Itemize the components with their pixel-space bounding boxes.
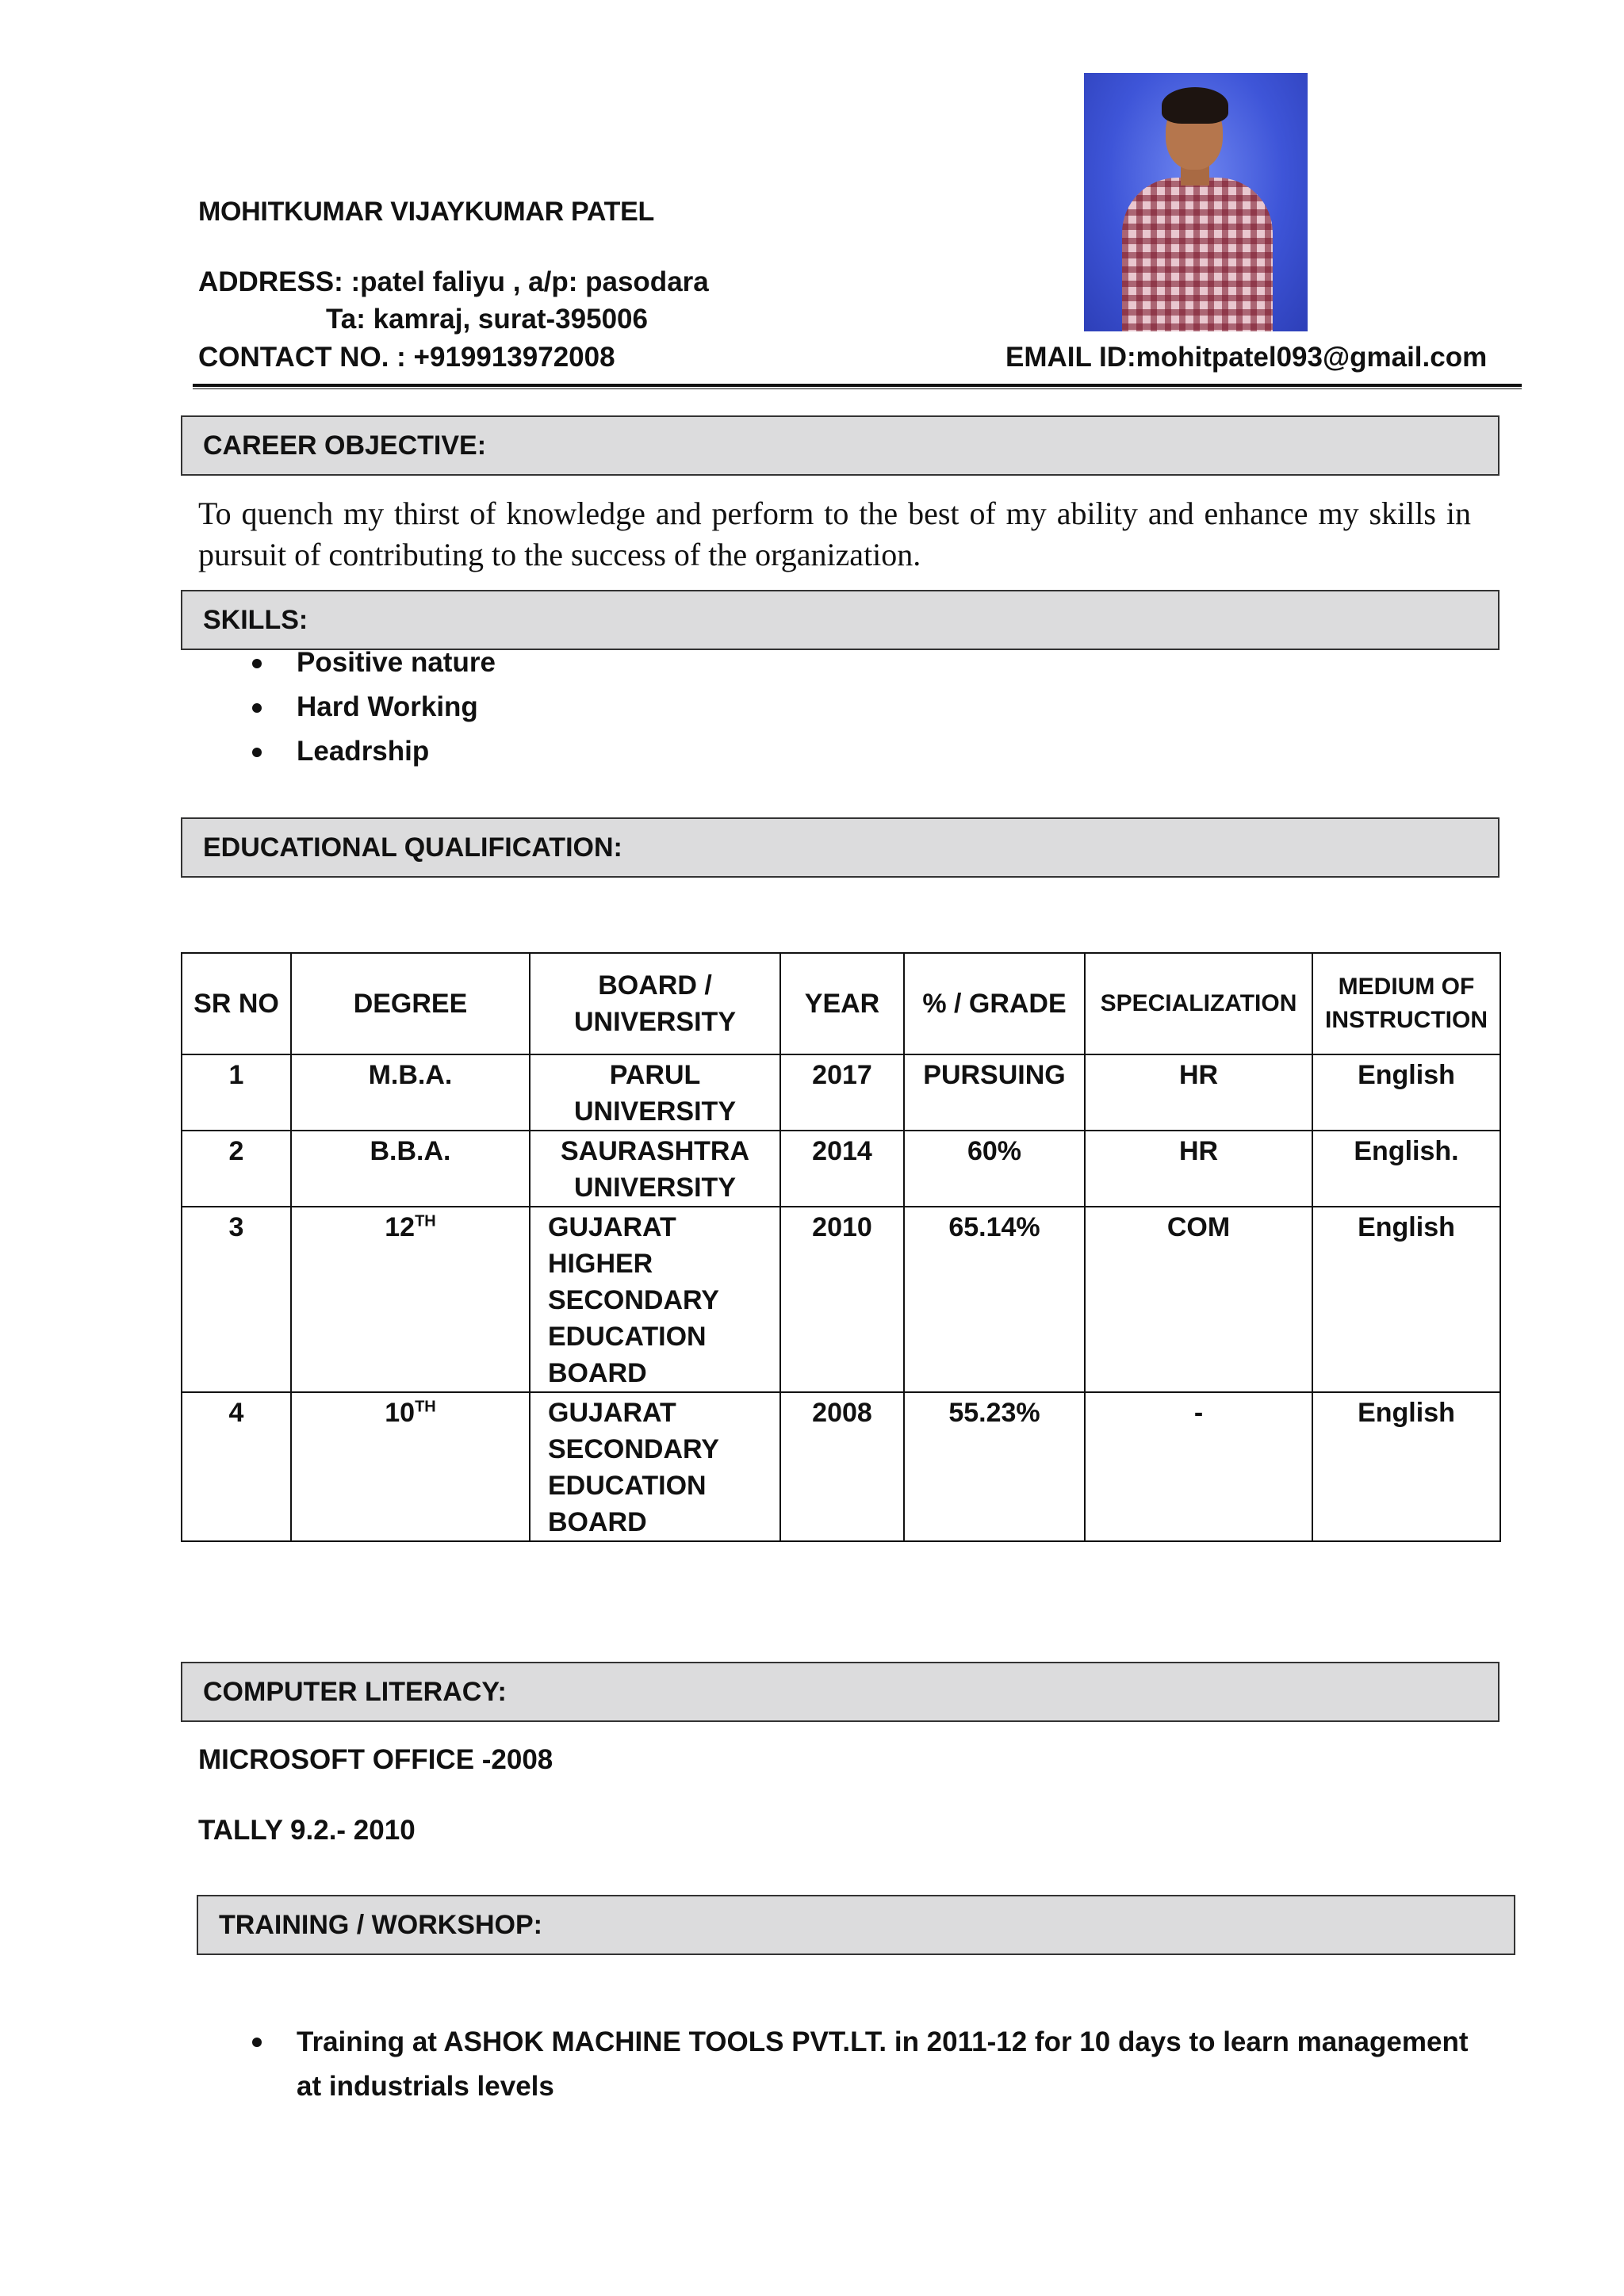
cell-specialization: COM: [1085, 1207, 1312, 1392]
cell-specialization: HR: [1085, 1054, 1312, 1131]
profile-photo: [1084, 73, 1308, 331]
cell-sr: 1: [182, 1054, 291, 1131]
section-header-career-objective: [181, 415, 1500, 476]
table-row: [182, 1131, 1500, 1207]
skill-label: Leadrship: [297, 736, 430, 767]
cell-sr: 4: [182, 1392, 291, 1541]
column-header: SPECIALIZATION: [1085, 953, 1312, 1054]
email-id: EMAIL ID:mohitpatel093@gmail.com: [1005, 342, 1488, 373]
cell-degree: [291, 1207, 530, 1392]
table-row: [182, 1054, 1500, 1131]
cell-year: 2008: [780, 1392, 904, 1541]
section-title: SKILLS:: [203, 604, 308, 635]
table-row: [182, 1392, 1500, 1541]
cell-medium: English: [1312, 1207, 1500, 1392]
degree-text: B.B.A.: [370, 1136, 451, 1166]
section-title: COMPUTER LITERACY:: [203, 1676, 507, 1707]
career-objective-text: To quench my thirst of knowledge and perform to the best of my ability and enhance my skills in pursuit of contributing to the success of the organization.: [198, 496, 1471, 572]
photo-hair: [1162, 87, 1228, 124]
degree-superscript: TH: [415, 1398, 436, 1416]
table-header-row: [182, 953, 1500, 1054]
column-header: DEGREE: [291, 953, 530, 1054]
cell-year: 2014: [780, 1131, 904, 1207]
education-table: [181, 952, 1501, 1542]
training-text: Training at ASHOK MACHINE TOOLS PVT.LT. in 2011-12 for 10 days to learn management at industrials levels: [297, 2026, 1469, 2102]
column-header: SR NO: [182, 953, 291, 1054]
skills-list: [246, 641, 496, 774]
cell-year: 2010: [780, 1207, 904, 1392]
training-item: [246, 2020, 1483, 2109]
cell-grade: 60%: [904, 1131, 1085, 1207]
degree-text: 10: [385, 1398, 416, 1428]
cell-board: GUJARAT HIGHER SECONDARY EDUCATION BOARD: [530, 1207, 780, 1392]
computer-literacy-item: TALLY 9.2.- 2010: [198, 1815, 416, 1846]
cell-grade: 65.14%: [904, 1207, 1085, 1392]
cell-specialization: -: [1085, 1392, 1312, 1541]
degree-superscript: TH: [415, 1212, 436, 1230]
section-header-training: [197, 1895, 1515, 1955]
header-divider: [193, 384, 1522, 387]
cell-board: GUJARAT SECONDARY EDUCATION BOARD: [530, 1392, 780, 1541]
degree-text: M.B.A.: [368, 1060, 453, 1090]
table-row: [182, 1207, 1500, 1392]
section-title: EDUCATIONAL QUALIFICATION:: [203, 832, 622, 863]
column-header: MEDIUM OF INSTRUCTION: [1312, 953, 1500, 1054]
address-line-2: Ta: kamraj, surat-395006: [326, 304, 648, 335]
cell-board: SAURASHTRA UNIVERSITY: [530, 1131, 780, 1207]
cell-medium: English: [1312, 1392, 1500, 1541]
cell-year: 2017: [780, 1054, 904, 1131]
cell-medium: English.: [1312, 1131, 1500, 1207]
column-header: BOARD / UNIVERSITY: [530, 953, 780, 1054]
column-header: YEAR: [780, 953, 904, 1054]
section-title: CAREER OBJECTIVE:: [203, 430, 487, 461]
cell-grade: PURSUING: [904, 1054, 1085, 1131]
address-line-1: ADDRESS: :patel faliyu , a/p: pasodara: [198, 266, 709, 297]
bullet-icon: [252, 748, 262, 757]
cell-degree: [291, 1392, 530, 1541]
cell-sr: 2: [182, 1131, 291, 1207]
skill-label: Positive nature: [297, 647, 496, 678]
cell-specialization: HR: [1085, 1131, 1312, 1207]
bullet-icon: [252, 2038, 262, 2047]
section-title: TRAINING / WORKSHOP:: [219, 1909, 542, 1940]
section-header-computer-literacy: [181, 1662, 1500, 1722]
cell-medium: English: [1312, 1054, 1500, 1131]
candidate-name: MOHITKUMAR VIJAYKUMAR PATEL: [198, 197, 654, 227]
computer-literacy-item: MICROSOFT OFFICE -2008: [198, 1744, 553, 1775]
list-item: [246, 685, 496, 729]
column-header: % / GRADE: [904, 953, 1085, 1054]
contact-number: CONTACT NO. : +919913972008: [198, 342, 615, 373]
cell-degree: [291, 1131, 530, 1207]
cell-sr: 3: [182, 1207, 291, 1392]
list-item: [246, 641, 496, 685]
list-item: [246, 729, 496, 774]
photo-shirt: [1122, 178, 1273, 331]
skill-label: Hard Working: [297, 691, 478, 722]
bullet-icon: [252, 703, 262, 713]
section-header-education: [181, 817, 1500, 878]
header-divider-thin: [193, 388, 1522, 389]
cell-degree: [291, 1054, 530, 1131]
cell-board: PARUL UNIVERSITY: [530, 1054, 780, 1131]
degree-text: 12: [385, 1212, 416, 1242]
cell-grade: 55.23%: [904, 1392, 1085, 1541]
bullet-icon: [252, 659, 262, 668]
